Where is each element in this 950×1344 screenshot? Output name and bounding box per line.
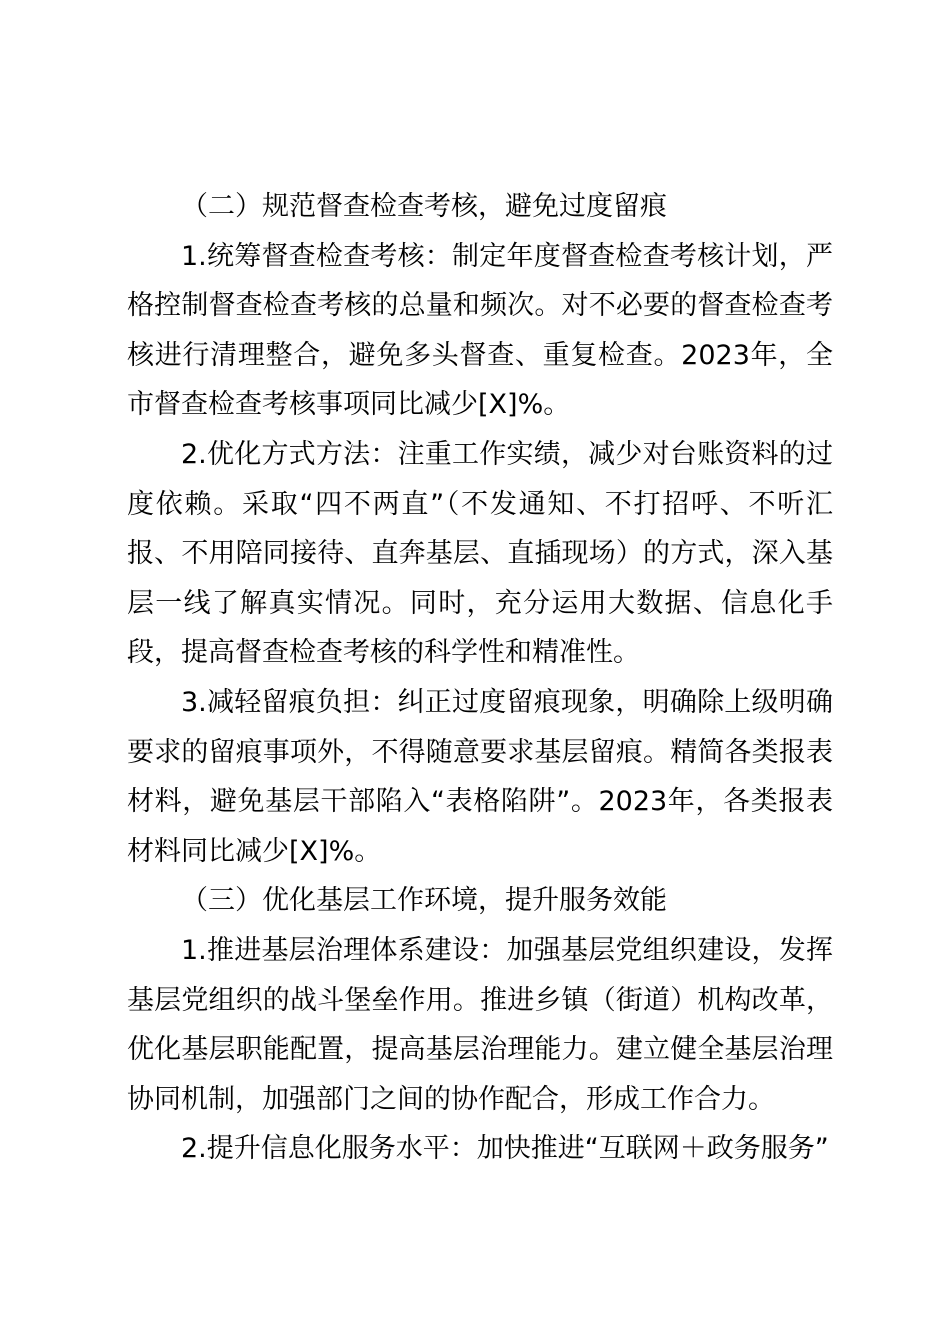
section-heading-2: （二）规范督查检查考核，避免过度留痕 <box>181 191 667 222</box>
paragraph-coordinate-inspections: 1.统筹督查检查考核：制定年度督查检查考核计划，严格控制督查检查考核的总量和频次。对不必要的督查检查考核进行清理整合，避免多头督查、重复检查。2023年，全市督查检查考核事项同比减少[X]%。 <box>127 240 833 421</box>
paragraph-optimize-methods: 2.优化方式方法：注重工作实绩，减少对台账资料的过度依赖。采取“四不两直”（不发通知、不打招呼、不听汇报、不用陪同接待、直奔基层、直插现场）的方式，深入基层一线了解真实情况。同时，充分运用大数据、信息化手段，提高督查检查考核的科学性和精准性。 <box>127 438 833 669</box>
paragraph-informatization: 2.提升信息化服务水平：加快推进“互联网＋政务服务” <box>181 1133 829 1165</box>
document-body <box>127 182 833 1174</box>
section-heading-3: （三）优化基层工作环境，提升服务效能 <box>181 885 667 917</box>
paragraph-reduce-traces: 3.减轻留痕负担：纠正过度留痕现象，明确除上级明确要求的留痕事项外，不得随意要求基层留痕。精简各类报表材料，避免基层干部陷入“表格陷阱”。2023年，各类报表材料同比减少[X]%。 <box>127 686 833 867</box>
paragraph-grassroots-governance: 1.推进基层治理体系建设：加强基层党组织建设，发挥基层党组织的战斗堡垒作用。推进乡镇（街道）机构改革，优化基层职能配置，提高基层治理能力。建立健全基层治理协同机制，加强部门之间的协作配合，形成工作合力。 <box>127 934 833 1115</box>
